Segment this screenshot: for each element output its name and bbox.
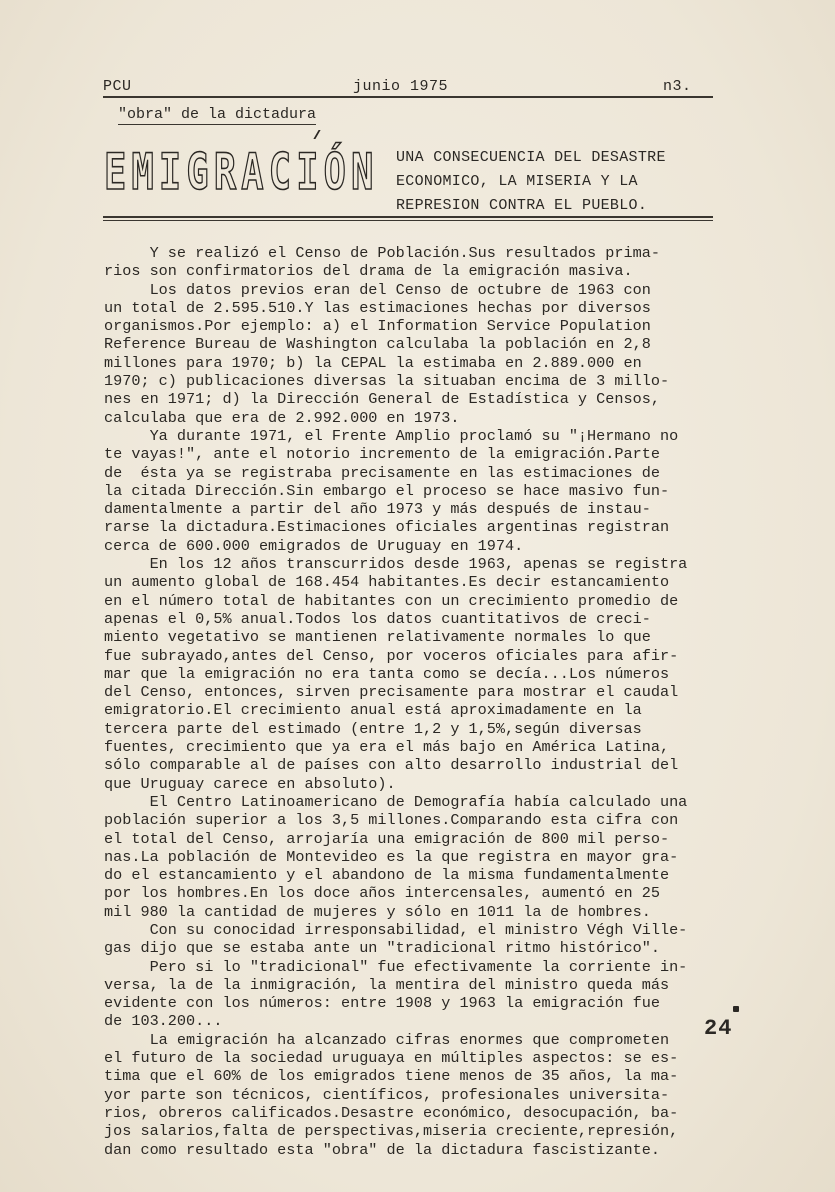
body-line: emigratorio.El crecimiento anual está aproximadamente en la: [104, 701, 642, 720]
body-line: nes en 1971; d) la Dirección General de Estadística y Censos,: [104, 390, 660, 409]
body-line: de 103.200...: [104, 1012, 223, 1031]
header-org: PCU: [103, 78, 132, 95]
body-line: el futuro de la sociedad uruguaya en múltiples aspectos: se es-: [104, 1049, 679, 1068]
body-line: En los 12 años transcurridos desde 1963, apenas se registra: [104, 555, 688, 574]
body-line: versa, la de la inmigración, la mentira del ministro queda más: [104, 975, 670, 994]
title-description-line: REPRESION CONTRA EL PUEBLO.: [396, 197, 648, 214]
body-line: un total de 2.595.510.Y las estimaciones hechas por diversos: [104, 298, 651, 317]
body-line: Pero si lo "tradicional" fue efectivamente la corriente in-: [104, 957, 688, 976]
body-line: apenas el 0,5% anual.Todos los datos cuantitativos de creci-: [104, 609, 651, 628]
body-line: en el número total de habitantes con un crecimiento promedio de: [104, 591, 679, 610]
body-line: gas dijo que se estaba ante un "tradicional ritmo histórico".: [104, 939, 660, 958]
body-line: cerca de 600.000 emigrados de Uruguay en 1974.: [104, 536, 524, 555]
body-line: un aumento global de 168.454 habitantes.Es decir estancamiento: [104, 573, 670, 592]
body-line: el total del Censo, arrojaría una emigración de 800 mil perso-: [104, 829, 670, 848]
body-line: Los datos previos eran del Censo de octubre de 1963 con: [104, 280, 651, 299]
header-line: [103, 78, 713, 98]
body-line: evidente con los números: entre 1908 y 1963 la emigración fue: [104, 994, 660, 1013]
body-line: Reference Bureau de Washington calculaba la población en 2,8: [104, 335, 651, 354]
body-line: fue subrayado,antes del Censo, por voceros oficiales para afir-: [104, 646, 679, 665]
body-line: tercera parte del estimado (entre 1,2 y 1,5%,según diversas: [104, 719, 642, 738]
body-line: de ésta ya se registraba precisamente en las estimaciones de: [104, 463, 660, 482]
body-line: calculaba que era de 2.992.000 en 1973.: [104, 408, 460, 427]
body-line: 1970; c) publicaciones diversas la situaban encima de 3 millo-: [104, 372, 670, 391]
title-description-line: ECONOMICO, LA MISERIA Y LA: [396, 173, 638, 190]
body-line: damentalmente a partir del año 1973 y más después de instau-: [104, 500, 651, 519]
subtitle: "obra" de la dictadura: [118, 106, 317, 123]
body-line: organismos.Por ejemplo: a) el Information Service Population: [104, 317, 651, 336]
body-line: del Censo, entonces, sirven precisamente para mostrar el caudal: [104, 683, 679, 702]
title-rule-thin: [103, 220, 713, 221]
body-line: yor parte son técnicos, científicos, profesionales universita-: [104, 1085, 670, 1104]
body-line: nas.La población de Montevideo es la que registra en mayor gra-: [104, 847, 679, 866]
article-body: [104, 244, 754, 1159]
body-line: fuentes, crecimiento que ya era el más bajo en América Latina,: [104, 738, 670, 757]
body-line: jos salarios,falta de perspectivas,miseria creciente,represión,: [104, 1122, 679, 1141]
body-line: miento vegetativo se mantienen relativamente normales lo que: [104, 628, 651, 647]
body-line: millones para 1970; b) la CEPAL la estimaba en 2.889.000 en: [104, 353, 642, 372]
body-line: tima que el 60% de los emigrados tiene menos de 35 años, la ma-: [104, 1067, 679, 1086]
body-line: Y se realizó el Censo de Población.Sus resultados prima-: [104, 244, 660, 262]
body-line: dan como resultado esta "obra" de la dictadura fascistizante.: [104, 1140, 660, 1159]
body-line: la citada Dirección.Sin embargo el proceso se hace masivo fun-: [104, 481, 670, 500]
body-line: mil 980 la cantidad de mujeres y sólo en 1011 la de hombres.: [104, 902, 651, 921]
header-issue: n3.: [663, 78, 692, 95]
page-number: 24: [704, 1016, 733, 1041]
body-line: rarse la dictadura.Estimaciones oficiales argentinas registran: [104, 518, 670, 537]
page-title: EMIGRACIÓN: [104, 143, 379, 201]
body-line: do el estancamiento y el abandono de la misma fundamentalmente: [104, 866, 670, 885]
body-line: rios, obreros calificados.Desastre económico, desocupación, ba-: [104, 1103, 679, 1122]
title-rule: [103, 216, 713, 218]
body-line: Ya durante 1971, el Frente Amplio proclamó su "¡Hermano no: [104, 426, 679, 445]
body-line: que Uruguay carece en absoluto).: [104, 774, 396, 793]
body-line: te vayas!", ante el notorio incremento de la emigración.Parte: [104, 445, 660, 464]
body-line: sólo comparable al de países con alto desarrollo industrial del: [104, 756, 679, 775]
body-line: El Centro Latinoamericano de Demografía había calculado una: [104, 792, 688, 811]
header-rule: [103, 96, 713, 98]
title-description: [396, 146, 716, 218]
header-date: junio 1975: [353, 78, 449, 95]
page-mark: [733, 1006, 739, 1012]
body-line: por los hombres.En los doce años intercensales, aumentó en 25: [104, 884, 660, 903]
title-description-line: UNA CONSECUENCIA DEL DESASTRE: [396, 149, 666, 166]
body-line: Con su conocidad irresponsabilidad, el ministro Végh Ville-: [104, 920, 688, 939]
body-line: población superior a los 3,5 millones.Comparando esta cifra con: [104, 811, 679, 830]
body-line: La emigración ha alcanzado cifras enormes que comprometen: [104, 1030, 670, 1049]
title-accent-mark: [313, 130, 329, 139]
body-line: mar que la emigración no era tanta como se decía...Los números: [104, 664, 670, 683]
body-line: rios son confirmatorios del drama de la emigración masiva.: [104, 262, 633, 281]
